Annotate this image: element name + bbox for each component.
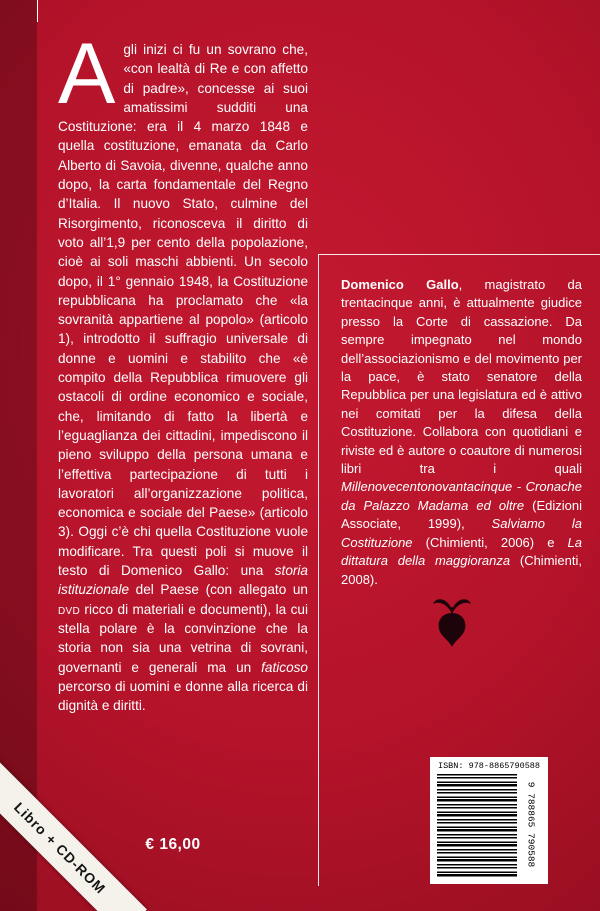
divider-horizontal <box>318 254 600 255</box>
author-bio: Domenico Gallo, magistrato da trentacinque anni, è attualmente giudice presso la Corte di cassazione. Da sempre impegnato nel mondo dell’associazionismo e del movimento per la pace, è stato senatore della Repubblica per una legislatura ed è attivo nei comitati per la difesa della Costituzione. Collabora con quotidiani e riviste ed è autore o coautore di numerosi libri tra i quali Millenovecentonovantacinque - Cronache da Palazzo Madama ed oltre (Edizioni Associate, 1999), Salviamo la Costituzione (Chimienti, 2006) e La dittatura della maggioranza (Chimienti, 2008). <box>341 277 583 587</box>
isbn-label: ISBN: 978-8865790588 <box>437 761 541 771</box>
ean-digits: 9 788865 790588 <box>525 781 537 868</box>
divider-vertical <box>318 254 319 886</box>
price-label: € 16,00 <box>145 836 201 853</box>
fold-mark <box>37 0 38 22</box>
barcode-bars <box>437 774 517 877</box>
beet-logo-icon <box>429 595 475 649</box>
back-blurb-text: gli inizi ci fu un sovrano che, «con lealtà di Re e con affetto di padre», concesse ai suoi amatissimi sudditi una Costituzione: era il 4 marzo 1848 e quella costituzione, emanata da Carlo Alberto di Savoia, divenne, qualche anno dopo, la carta fondamentale del Regno d’Italia. Il nuovo Stato, culmine del Risorgimento, riconosceva il diritto di voto all’1,9 per cento della popolazione, cioè ai soli maschi abbienti. Un secolo dopo, il 1° gennaio 1948, la Costituzione repubblicana ha proclamato che «la sovranità appartiene al popolo» (articolo 1), introdotto il suffragio universale di donne e uomini e stabilito che «è compito della Repubblica rimuovere gli ostacoli di ordine economico e sociale, che, limitando di fatto la libertà e l’eguaglianza dei cittadini, impediscono il pieno sviluppo della persona umana e l’effettiva partecipazione di tutti i lavoratori all’organizzazione politica, economica e sociale del Paese» (articolo 3). Oggi c’è chi quella Costituzione vuole modificare. Tra questi poli si muove il testo di Domenico Gallo: una storia istituzionale del Paese (con allegato un dvd ricco di materiali e documenti), la cui stella polare è la convinzione che la storia non sia una vetrina di sovrani, governanti e generali ma un faticoso percorso di uomini e donne alla ricerca di dignità e diritti. <box>58 42 308 714</box>
barcode-panel <box>430 757 548 884</box>
drop-cap: A <box>58 26 116 122</box>
back-blurb <box>58 26 308 715</box>
banner-label: Libro + CD-ROM <box>11 799 109 897</box>
